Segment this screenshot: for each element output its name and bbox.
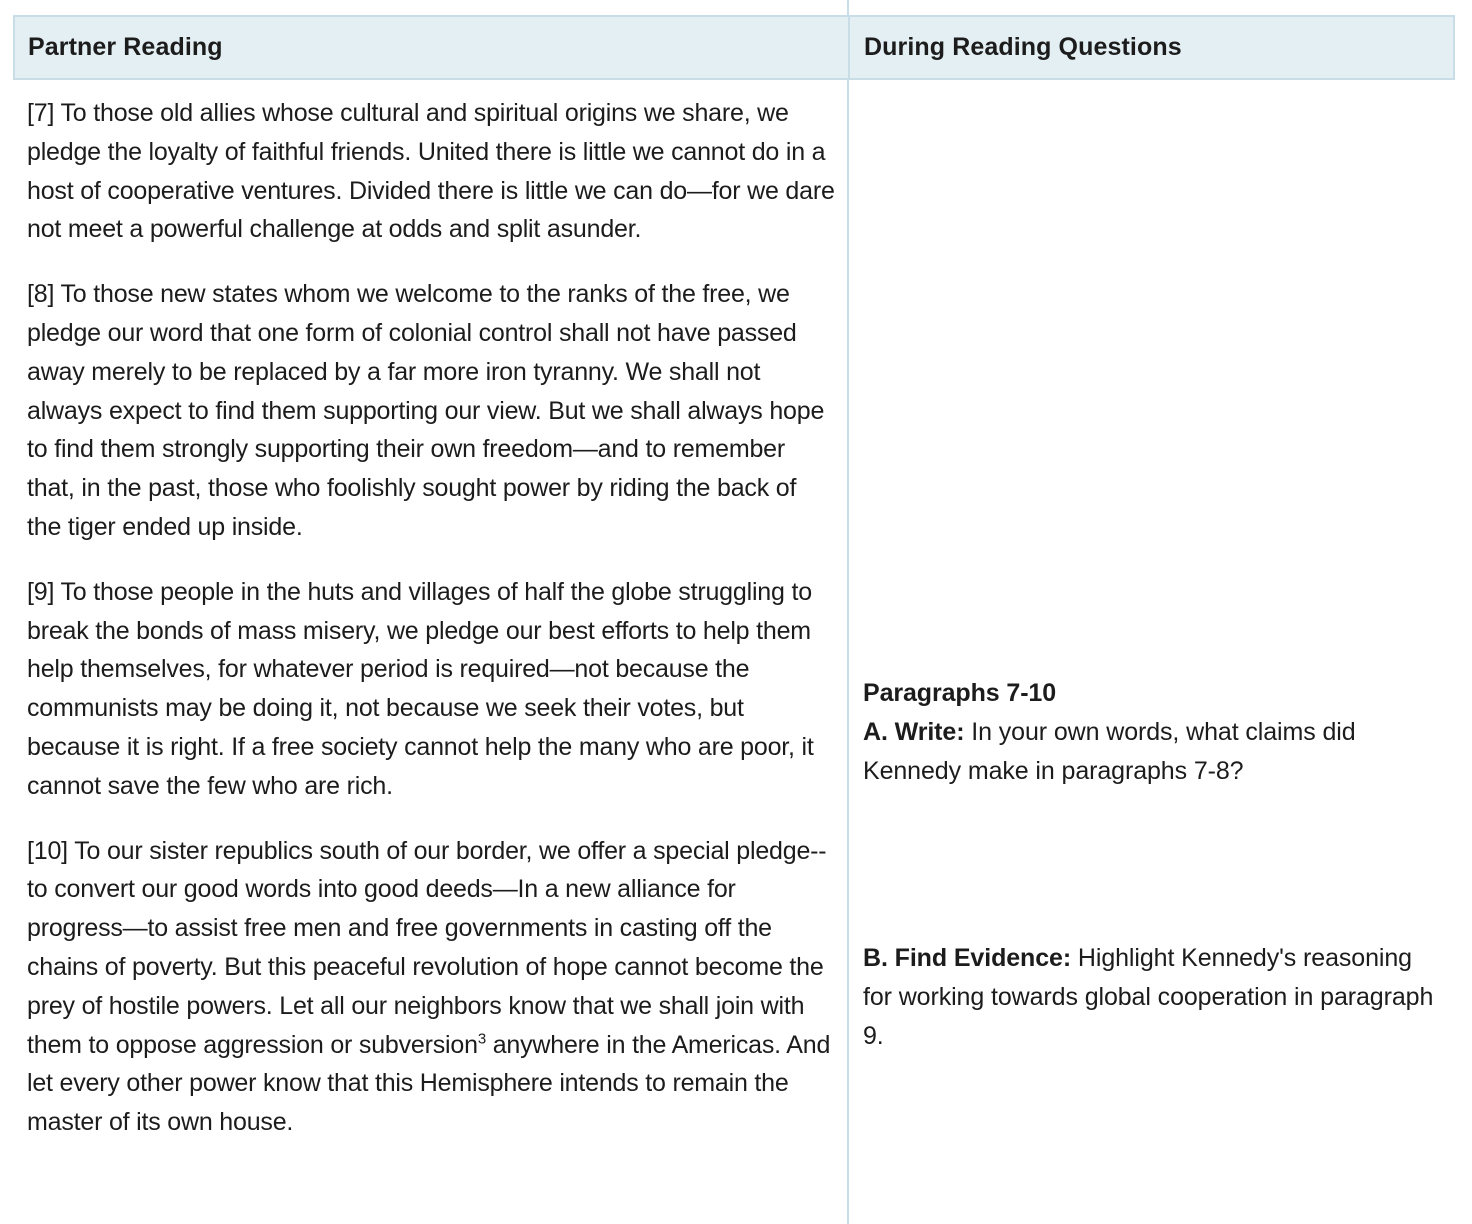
header-divider (848, 15, 850, 80)
question-b-block (863, 939, 1443, 1055)
reading-table (13, 15, 1455, 1224)
footnote-marker: 3 (477, 1030, 486, 1048)
paragraph-9[interactable]: [9] To those people in the huts and villages of half the globe struggling to break the bonds of mass misery, we pledge our best efforts to help them help themselves, for whatever period is required—not because the communists may be doing it, not because we seek their votes, but because it is right. If a free society cannot help the many who are poor, it cannot save the few who are rich. (27, 577, 814, 800)
partner-reading-column (27, 94, 837, 1168)
paragraph-10-text-start: [10] To our sister republics south of our border, we offer a special pledge--to convert our good words into good deeds—In a new alliance for progress—to assist free men and free governments in casting off the chains of poverty. But this peaceful revolution of hope cannot become the prey of hostile powers. Let all our neighbors know that we shall join with them to oppose aggression or subversion (27, 836, 827, 1059)
question-b-label: B. Find Evidence: (863, 944, 1072, 972)
paragraph-7[interactable]: [7] To those old allies whose cultural and spiritual origins we share, we pledge the loyalty of faithful friends. United there is little we cannot do in a host of cooperative ventures. Divided there is little we can do—for we dare not meet a powerful challenge at odds and split asunder. (27, 99, 835, 244)
question-a-label: A. Write: (863, 717, 965, 746)
paragraph-8[interactable]: [8] To those new states whom we welcome to the ranks of the free, we pledge our word that one form of colonial control shall not have passed away merely to be replaced by a far more iron tyranny. We shall not always expect to find them supporting our view. But we shall always hope to find them strongly supporting their own freedom—and to remember that, in the past, those who foolishly sought power by riding the back of the tiger ended up inside. (27, 280, 825, 541)
paragraph-10[interactable] (27, 832, 837, 1142)
paragraph-10-text-end: anywhere in the Americas. And let every other power know that this Hemisphere intends to remain the master of its own house. (27, 1030, 831, 1137)
header-partner-reading: Partner Reading (28, 33, 223, 61)
question-b-text: Highlight Kennedy's reasoning for working towards global cooperation in paragraph 9. (863, 944, 1434, 1050)
question-a-block (863, 674, 1423, 790)
column-divider-stub (847, 0, 849, 16)
header-during-reading-questions: During Reading Questions (864, 33, 1182, 61)
questions-section-title: Paragraphs 7-10 (863, 679, 1057, 707)
column-divider (847, 80, 849, 1224)
question-a-text: In your own words, what claims did Kennedy make in paragraphs 7-8? (863, 717, 1356, 785)
table-header (13, 15, 1455, 80)
